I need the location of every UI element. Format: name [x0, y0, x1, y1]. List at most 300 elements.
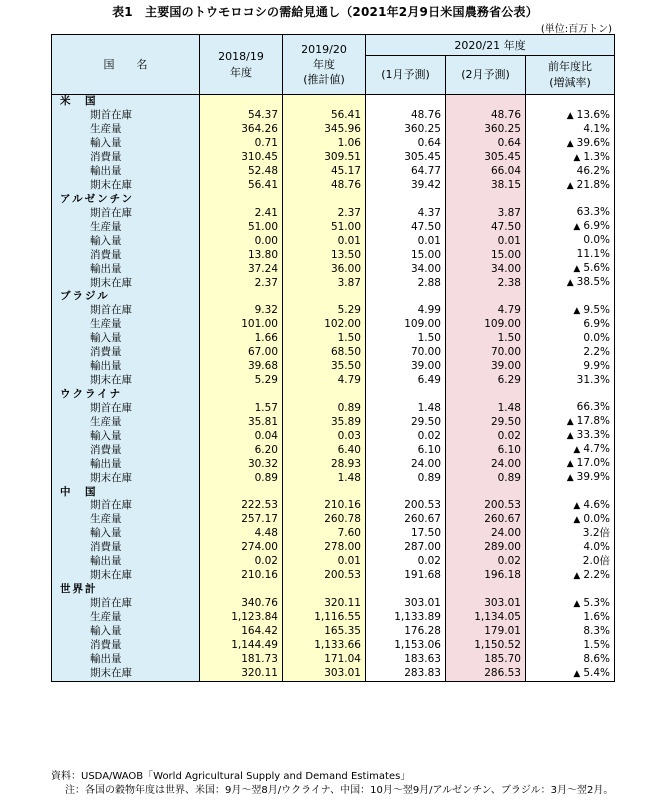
- empty-cell: [366, 95, 446, 109]
- value-change: [526, 401, 615, 415]
- table-row: [52, 527, 615, 541]
- item-label: 輸出量: [52, 457, 200, 471]
- change-value: 1.3%: [583, 150, 610, 163]
- value-2019: 28.93: [283, 457, 366, 471]
- item-label: 消費量: [52, 639, 200, 653]
- value-2019: 45.17: [283, 165, 366, 179]
- item-label: 期首在庫: [52, 304, 200, 318]
- table-row: [52, 611, 615, 625]
- empty-cell: [446, 290, 526, 304]
- empty-cell: [526, 290, 615, 304]
- value-change: [526, 248, 615, 262]
- value-2018: 320.11: [200, 667, 283, 682]
- value-change: [526, 597, 615, 611]
- empty-cell: [283, 485, 366, 499]
- header-2020: [366, 35, 615, 56]
- value-2019: 35.50: [283, 360, 366, 374]
- decrease-triangle-icon: ▲: [573, 570, 581, 581]
- value-change: [526, 276, 615, 290]
- decrease-triangle-icon: ▲: [566, 138, 574, 149]
- table-row: [52, 276, 615, 290]
- decrease-triangle-icon: ▲: [573, 668, 581, 679]
- value-2018: 67.00: [200, 346, 283, 360]
- value-jan: 183.63: [366, 653, 446, 667]
- empty-cell: [200, 485, 283, 499]
- header-change-sub: (増減率): [549, 76, 591, 89]
- value-jan: 48.76: [366, 109, 446, 123]
- value-change: [526, 151, 615, 165]
- fiscal-year-note: 注：各国の穀物年度は世界、米国：9月～翌8月/ウクライナ、中国：10月～翌9月/アルゼンチン、ブラジル：3月～翌2月。: [65, 785, 614, 796]
- value-2018: 37.24: [200, 262, 283, 276]
- change-value: 17.8%: [576, 415, 610, 428]
- change-value: 1.5%: [583, 638, 610, 651]
- change-value: 3.2倍: [582, 526, 610, 539]
- table-row: [52, 457, 615, 471]
- item-label: 期末在庫: [52, 374, 200, 388]
- value-change: [526, 109, 615, 123]
- country-row: [52, 290, 615, 304]
- value-feb: 24.00: [446, 457, 526, 471]
- country-name: ブラジル: [52, 290, 200, 304]
- item-label: 輸出量: [52, 555, 200, 569]
- value-change: [526, 123, 615, 137]
- country-name: 米 国: [52, 95, 200, 109]
- header-2018-label: 2018/19 年度: [218, 49, 264, 79]
- table-row: [52, 555, 615, 569]
- value-feb: 3.87: [446, 206, 526, 220]
- item-label: 期末在庫: [52, 471, 200, 485]
- value-2018: 56.41: [200, 179, 283, 193]
- value-2019: 0.01: [283, 234, 366, 248]
- value-2019: 2.37: [283, 206, 366, 220]
- empty-cell: [446, 388, 526, 402]
- value-feb: 109.00: [446, 318, 526, 332]
- item-label: 輸入量: [52, 234, 200, 248]
- empty-cell: [446, 193, 526, 207]
- value-2019: 4.79: [283, 374, 366, 388]
- value-jan: 1,153.06: [366, 639, 446, 653]
- value-feb: 303.01: [446, 597, 526, 611]
- value-feb: 1,150.52: [446, 639, 526, 653]
- empty-cell: [200, 583, 283, 597]
- empty-cell: [366, 290, 446, 304]
- table-row: [52, 415, 615, 429]
- value-change: [526, 653, 615, 667]
- item-label: 期首在庫: [52, 109, 200, 123]
- value-change: [526, 429, 615, 443]
- value-feb: 66.04: [446, 165, 526, 179]
- header-2019-estimate: (推計値): [303, 73, 345, 86]
- value-jan: 0.02: [366, 555, 446, 569]
- table-row: [52, 109, 615, 123]
- item-label: 消費量: [52, 248, 200, 262]
- decrease-triangle-icon: ▲: [566, 459, 574, 470]
- value-change: [526, 179, 615, 193]
- change-value: 2.0倍: [582, 554, 610, 567]
- change-value: 17.0%: [576, 457, 610, 470]
- header-2018: [200, 35, 283, 95]
- empty-cell: [366, 388, 446, 402]
- empty-cell: [283, 388, 366, 402]
- value-feb: 47.50: [446, 220, 526, 234]
- value-2019: 200.53: [283, 569, 366, 583]
- value-2018: 4.48: [200, 527, 283, 541]
- decrease-triangle-icon: ▲: [573, 445, 581, 456]
- value-change: [526, 513, 615, 527]
- empty-cell: [446, 95, 526, 109]
- table-row: [52, 653, 615, 667]
- table-row: [52, 541, 615, 555]
- change-value: 0.0%: [583, 331, 610, 344]
- table-row: [52, 346, 615, 360]
- supply-demand-table: [51, 34, 615, 682]
- value-2019: 6.40: [283, 443, 366, 457]
- change-value: 8.6%: [583, 652, 610, 665]
- empty-cell: [200, 95, 283, 109]
- value-jan: 15.00: [366, 248, 446, 262]
- value-2018: 181.73: [200, 653, 283, 667]
- item-label: 輸出量: [52, 262, 200, 276]
- value-2019: 102.00: [283, 318, 366, 332]
- item-label: 生産量: [52, 611, 200, 625]
- country-row: [52, 388, 615, 402]
- value-2019: 260.78: [283, 513, 366, 527]
- empty-cell: [366, 485, 446, 499]
- value-2019: 1,133.66: [283, 639, 366, 653]
- table-row: [52, 151, 615, 165]
- value-jan: 0.89: [366, 471, 446, 485]
- header-2019-fy: 年度: [313, 58, 335, 71]
- value-2019: 1.06: [283, 137, 366, 151]
- value-2018: 164.42: [200, 625, 283, 639]
- value-change: [526, 527, 615, 541]
- table-row: [52, 262, 615, 276]
- value-2018: 9.32: [200, 304, 283, 318]
- table-row: [52, 304, 615, 318]
- country-name: ウクライナ: [52, 388, 200, 402]
- decrease-triangle-icon: ▲: [566, 110, 574, 121]
- value-2019: 345.96: [283, 123, 366, 137]
- value-jan: 0.02: [366, 429, 446, 443]
- value-jan: 1.50: [366, 332, 446, 346]
- value-feb: 6.10: [446, 443, 526, 457]
- value-jan: 70.00: [366, 346, 446, 360]
- value-jan: 305.45: [366, 151, 446, 165]
- value-2018: 5.29: [200, 374, 283, 388]
- change-value: 63.3%: [576, 206, 610, 219]
- value-jan: 176.28: [366, 625, 446, 639]
- footnotes: [51, 770, 613, 798]
- table-row: [52, 471, 615, 485]
- item-label: 期末在庫: [52, 667, 200, 682]
- value-change: [526, 541, 615, 555]
- value-2018: 310.45: [200, 151, 283, 165]
- value-change: [526, 611, 615, 625]
- value-jan: 4.37: [366, 206, 446, 220]
- table-row: [52, 206, 615, 220]
- change-value: 6.9%: [583, 317, 610, 330]
- change-value: 4.7%: [583, 443, 610, 456]
- value-feb: 200.53: [446, 499, 526, 513]
- value-jan: 34.00: [366, 262, 446, 276]
- change-value: 9.9%: [583, 359, 610, 372]
- item-label: 生産量: [52, 220, 200, 234]
- value-2019: 1,116.55: [283, 611, 366, 625]
- value-2019: 1.48: [283, 471, 366, 485]
- empty-cell: [526, 193, 615, 207]
- change-value: 0.0%: [583, 512, 610, 525]
- value-feb: 196.18: [446, 569, 526, 583]
- value-change: [526, 625, 615, 639]
- item-label: 輸出量: [52, 360, 200, 374]
- value-jan: 109.00: [366, 318, 446, 332]
- value-feb: 34.00: [446, 262, 526, 276]
- empty-cell: [283, 95, 366, 109]
- value-feb: 38.15: [446, 179, 526, 193]
- value-feb: 2.38: [446, 276, 526, 290]
- change-value: 2.2%: [583, 568, 610, 581]
- value-2019: 0.03: [283, 429, 366, 443]
- value-change: [526, 137, 615, 151]
- value-feb: 0.02: [446, 429, 526, 443]
- value-change: [526, 415, 615, 429]
- item-label: 期首在庫: [52, 499, 200, 513]
- decrease-triangle-icon: ▲: [573, 305, 581, 316]
- value-2019: 1.50: [283, 332, 366, 346]
- change-value: 5.4%: [583, 666, 610, 679]
- value-2018: 2.41: [200, 206, 283, 220]
- value-2018: 2.37: [200, 276, 283, 290]
- table-row: [52, 401, 615, 415]
- value-2018: 0.89: [200, 471, 283, 485]
- header-jan-forecast: [366, 56, 446, 95]
- decrease-triangle-icon: ▲: [573, 598, 581, 609]
- value-jan: 39.42: [366, 179, 446, 193]
- value-jan: 283.83: [366, 667, 446, 682]
- value-2018: 340.76: [200, 597, 283, 611]
- empty-cell: [283, 583, 366, 597]
- table-row: [52, 179, 615, 193]
- change-value: 1.6%: [583, 610, 610, 623]
- value-feb: 1.50: [446, 332, 526, 346]
- value-2018: 222.53: [200, 499, 283, 513]
- empty-cell: [526, 95, 615, 109]
- value-feb: 29.50: [446, 415, 526, 429]
- item-label: 輸入量: [52, 527, 200, 541]
- value-jan: 24.00: [366, 457, 446, 471]
- change-value: 4.6%: [583, 498, 610, 511]
- header-jan-label: (1月予測): [381, 68, 430, 81]
- item-label: 輸入量: [52, 332, 200, 346]
- value-feb: 286.53: [446, 667, 526, 682]
- value-feb: 0.01: [446, 234, 526, 248]
- empty-cell: [366, 193, 446, 207]
- country-row: [52, 583, 615, 597]
- value-feb: 305.45: [446, 151, 526, 165]
- header-change: [526, 56, 615, 95]
- value-change: [526, 165, 615, 179]
- item-label: 消費量: [52, 443, 200, 457]
- empty-cell: [526, 485, 615, 499]
- value-change: [526, 206, 615, 220]
- value-2019: 7.60: [283, 527, 366, 541]
- value-jan: 29.50: [366, 415, 446, 429]
- value-feb: 260.67: [446, 513, 526, 527]
- decrease-triangle-icon: ▲: [566, 417, 574, 428]
- item-label: 輸入量: [52, 625, 200, 639]
- value-2018: 35.81: [200, 415, 283, 429]
- value-jan: 1.48: [366, 401, 446, 415]
- empty-cell: [526, 583, 615, 597]
- value-2018: 0.04: [200, 429, 283, 443]
- value-2019: 0.89: [283, 401, 366, 415]
- value-feb: 24.00: [446, 527, 526, 541]
- value-feb: 70.00: [446, 346, 526, 360]
- item-label: 期首在庫: [52, 597, 200, 611]
- value-jan: 2.88: [366, 276, 446, 290]
- header-country: [52, 35, 200, 95]
- value-2018: 257.17: [200, 513, 283, 527]
- value-2019: 171.04: [283, 653, 366, 667]
- value-jan: 200.53: [366, 499, 446, 513]
- table-row: [52, 137, 615, 151]
- value-feb: 15.00: [446, 248, 526, 262]
- item-label: 生産量: [52, 123, 200, 137]
- table-title: 表1 主要国のトウモロコシの需給見通し（2021年2月9日米国農務省公表）: [112, 5, 538, 19]
- value-jan: 287.00: [366, 541, 446, 555]
- change-value: 39.9%: [576, 471, 610, 484]
- change-value: 39.6%: [576, 136, 610, 149]
- change-value: 6.9%: [583, 220, 610, 233]
- value-change: [526, 499, 615, 513]
- value-2019: 320.11: [283, 597, 366, 611]
- value-2018: 13.80: [200, 248, 283, 262]
- item-label: 期末在庫: [52, 569, 200, 583]
- value-2019: 51.00: [283, 220, 366, 234]
- value-2019: 303.01: [283, 667, 366, 682]
- value-change: [526, 555, 615, 569]
- change-value: 13.6%: [576, 108, 610, 121]
- value-2019: 13.50: [283, 248, 366, 262]
- value-change: [526, 360, 615, 374]
- value-2019: 68.50: [283, 346, 366, 360]
- change-value: 66.3%: [576, 401, 610, 414]
- value-feb: 48.76: [446, 109, 526, 123]
- value-2018: 0.02: [200, 555, 283, 569]
- table-row: [52, 443, 615, 457]
- item-label: 期首在庫: [52, 401, 200, 415]
- empty-cell: [200, 290, 283, 304]
- value-jan: 260.67: [366, 513, 446, 527]
- value-2019: 165.35: [283, 625, 366, 639]
- source-note: 資料：USDA/WAOB「World Agricultural Supply and Demand Estimates」: [51, 771, 411, 782]
- value-2018: 0.71: [200, 137, 283, 151]
- header-feb-forecast: [446, 56, 526, 95]
- value-feb: 1.48: [446, 401, 526, 415]
- value-change: [526, 569, 615, 583]
- unit-label: (単位:百万トン): [540, 24, 612, 35]
- value-2018: 54.37: [200, 109, 283, 123]
- value-change: [526, 471, 615, 485]
- header-2020-label: 2020/21 年度: [454, 38, 526, 52]
- value-2019: 5.29: [283, 304, 366, 318]
- value-jan: 64.77: [366, 165, 446, 179]
- table-row: [52, 165, 615, 179]
- country-name: アルゼンチン: [52, 193, 200, 207]
- item-label: 期末在庫: [52, 276, 200, 290]
- table-row: [52, 123, 615, 137]
- value-change: [526, 457, 615, 471]
- value-2019: 36.00: [283, 262, 366, 276]
- empty-cell: [526, 388, 615, 402]
- decrease-triangle-icon: ▲: [573, 264, 581, 275]
- decrease-triangle-icon: ▲: [566, 278, 574, 289]
- country-row: [52, 193, 615, 207]
- empty-cell: [446, 583, 526, 597]
- table-row: [52, 332, 615, 346]
- change-value: 31.3%: [576, 373, 610, 386]
- table-row: [52, 220, 615, 234]
- table-row: [52, 234, 615, 248]
- value-2019: 210.16: [283, 499, 366, 513]
- header-feb-label: (2月予測): [461, 68, 510, 81]
- country-name: 世界計: [52, 583, 200, 597]
- value-2019: 309.51: [283, 151, 366, 165]
- value-2018: 30.32: [200, 457, 283, 471]
- value-change: [526, 318, 615, 332]
- table-row: [52, 569, 615, 583]
- value-2018: 1.57: [200, 401, 283, 415]
- decrease-triangle-icon: ▲: [573, 152, 581, 163]
- item-label: 生産量: [52, 318, 200, 332]
- table-row: [52, 597, 615, 611]
- empty-cell: [446, 485, 526, 499]
- value-feb: 4.79: [446, 304, 526, 318]
- value-jan: 6.10: [366, 443, 446, 457]
- value-change: [526, 220, 615, 234]
- change-value: 5.3%: [583, 596, 610, 609]
- table-row: [52, 360, 615, 374]
- item-label: 輸入量: [52, 137, 200, 151]
- decrease-triangle-icon: ▲: [566, 431, 574, 442]
- table-row: [52, 667, 615, 682]
- table-row: [52, 499, 615, 513]
- header-2019-year: 2019/20: [301, 43, 347, 56]
- table-body: [52, 95, 615, 682]
- item-label: 消費量: [52, 346, 200, 360]
- change-value: 9.5%: [583, 303, 610, 316]
- empty-cell: [283, 290, 366, 304]
- value-2018: 6.20: [200, 443, 283, 457]
- table-row: [52, 248, 615, 262]
- value-change: [526, 639, 615, 653]
- item-label: 期末在庫: [52, 179, 200, 193]
- value-jan: 0.01: [366, 234, 446, 248]
- item-label: 消費量: [52, 541, 200, 555]
- country-row: [52, 95, 615, 109]
- value-feb: 39.00: [446, 360, 526, 374]
- value-change: [526, 667, 615, 682]
- country-name: 中 国: [52, 485, 200, 499]
- value-jan: 303.01: [366, 597, 446, 611]
- value-2018: 52.48: [200, 165, 283, 179]
- decrease-triangle-icon: ▲: [573, 500, 581, 511]
- value-feb: 185.70: [446, 653, 526, 667]
- value-2018: 364.26: [200, 123, 283, 137]
- value-2018: 1,144.49: [200, 639, 283, 653]
- change-value: 46.2%: [576, 164, 610, 177]
- value-feb: 6.29: [446, 374, 526, 388]
